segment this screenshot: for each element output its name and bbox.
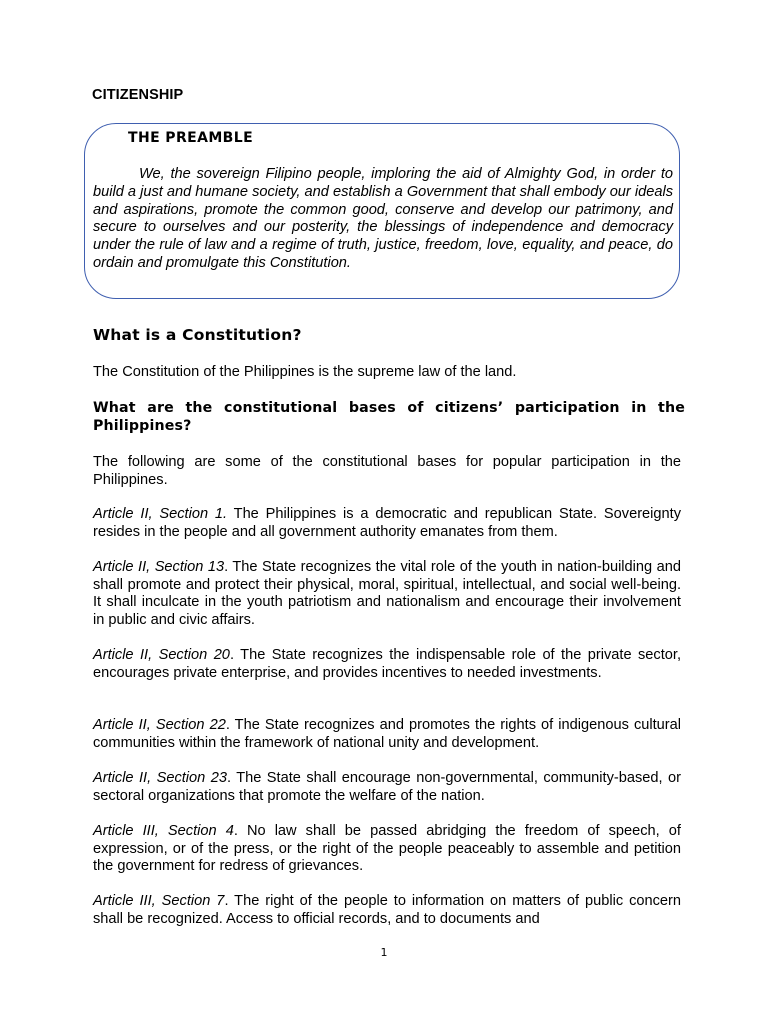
preamble-text: We, the sovereign Filipino people, imploring the aid of Almighty God, in order to build a just and humane society, and establish a Government that shall embody our ideals and aspirations, promote the common good, conserve and develop our patrimony, and secure to ourselves and our posterity, the blessings of independence and democracy under the rule of law and a regime of truth, justice, freedom, love, equality, and peace, do ordain and promulgate this Constitution. xyxy=(93,166,673,271)
preamble-heading: THE PREAMBLE xyxy=(128,130,254,146)
article-text: . The State recognizes the vital role of the youth in nation-building and shall promote and protect their physical, moral, spiritual, intellectual, and social well-being. It shall inculcate in the youth patriotism and nationalism and encourage their involvement in public and civic affairs. xyxy=(93,559,681,628)
article-reference: Article III, Section 4 xyxy=(93,823,234,839)
article-paragraph xyxy=(93,647,681,682)
article-text: . The State recognizes and promotes the rights of indigenous cultural communities within the framework of national unity and development. xyxy=(93,717,681,751)
article-text: . The right of the people to information on matters of public concern shall be recognized. Access to official records, and to documents and xyxy=(93,893,681,927)
article-reference: Article III, Section 7 xyxy=(93,893,225,909)
article-text: The Philippines is a democratic and republican State. Sovereignty resides in the people and all government authority emanates from them. xyxy=(93,506,681,540)
page-number: 1 xyxy=(380,946,388,959)
article-text: . No law shall be passed abridging the freedom of speech, of expression, or of the press, or the right of the people peaceably to assemble and petition the government for redress of grievances. xyxy=(93,823,681,874)
article-paragraph xyxy=(93,717,681,752)
article-paragraph xyxy=(93,893,681,928)
section-title: CITIZENSHIP xyxy=(92,87,184,103)
article-reference: Article II, Section 1. xyxy=(93,506,228,522)
article-paragraph xyxy=(93,559,681,629)
article-text: . The State recognizes the indispensable role of the private sector, encourages private enterprise, and provides incentives to needed investments. xyxy=(93,647,681,681)
article-reference: Article II, Section 22 xyxy=(93,717,226,733)
question-heading-participation: What are the constitutional bases of citizens’ participation in the Philippines? xyxy=(93,400,685,434)
article-reference: Article II, Section 23 xyxy=(93,770,227,786)
question-heading-constitution: What is a Constitution? xyxy=(93,326,302,344)
article-reference: Article II, Section 20 xyxy=(93,647,230,663)
participation-intro: The following are some of the constitutional bases for popular participation in the Philippines. xyxy=(93,454,681,488)
article-paragraph xyxy=(93,823,681,876)
article-text: . The State shall encourage non-governmental, community-based, or sectoral organizations that promote the welfare of the nation. xyxy=(93,770,681,804)
answer-constitution: The Constitution of the Philippines is the supreme law of the land. xyxy=(93,364,517,380)
article-paragraph xyxy=(93,770,681,805)
article-reference: Article II, Section 13 xyxy=(93,559,225,575)
article-paragraph xyxy=(93,506,681,541)
